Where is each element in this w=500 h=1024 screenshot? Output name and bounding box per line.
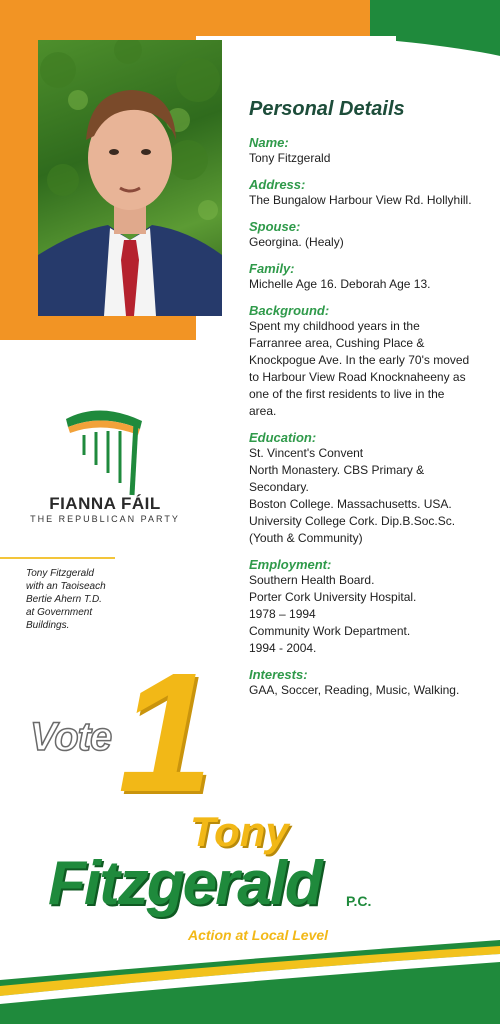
name-label: Name: [249,135,289,150]
vote-number: 1 [118,638,213,828]
background-line: area. [249,404,277,418]
address-label: Address: [249,177,306,192]
caption-line: Buildings. [26,620,70,631]
vote-word: Vote [30,715,112,759]
background-line: one of the first residents to live in the [249,387,445,401]
address-section [249,177,489,209]
interests-section [249,667,489,699]
background-line: Spent my childhood years in the [249,319,420,333]
personal-details-panel [249,98,489,709]
address-value: The Bungalow Harbour View Rd. Hollyhill. [249,193,472,207]
interests-value: GAA, Soccer, Reading, Music, Walking. [249,683,460,697]
education-section [249,430,489,547]
campaign-tagline: Action at Local Level [188,927,329,943]
family-label: Family: [249,261,295,276]
caption-line: Bertie Ahern T.D. [26,594,102,605]
education-line: Secondary. [249,480,309,494]
candidate-first-name: Tony [190,808,289,855]
spouse-label: Spouse: [249,219,301,234]
caption-line: at Government [26,607,93,618]
background-section [249,303,489,420]
photo-caption [26,567,136,632]
caption-line: with an Taoiseach [26,581,106,592]
family-value: Michelle Age 16. Deborah Age 13. [249,277,431,291]
background-label: Background: [249,303,330,318]
education-line: University College Cork. Dip.B.Soc.Sc. [249,514,456,528]
caption-line: Tony Fitzgerald [26,568,94,579]
employment-line: 1994 - 2004. [249,641,317,655]
family-section [249,261,489,293]
name-value: Tony Fitzgerald [249,151,331,165]
name-section [249,135,489,167]
background-line: Knockpogue Ave. In the early 70's moved [249,353,470,367]
candidate-last-name: Fitzgerald [48,849,321,918]
employment-line: Porter Cork University Hospital. [249,590,417,604]
employment-line: Southern Health Board. [249,573,375,587]
harp-logo-icon [60,405,150,497]
employment-label: Employment: [249,557,332,572]
spouse-section [249,219,489,251]
party-subtitle: THE REPUBLICAN PARTY [30,514,180,524]
employment-line: Community Work Department. [249,624,411,638]
interests-label: Interests: [249,667,308,682]
education-line: Boston College. Massachusetts. USA. [249,497,452,511]
party-name: FIANNA FÁIL [49,494,161,513]
employment-section [249,557,489,657]
education-line: North Monastery. CBS Primary & [249,463,425,477]
bottom-green-band [0,940,500,1024]
education-line: St. Vincent's Convent [249,446,364,460]
education-label: Education: [249,430,317,445]
details-title: Personal Details [249,98,405,120]
background-line: Farranree area, Cushing Place & [249,336,425,350]
education-line: (Youth & Community) [249,531,363,545]
candidate-suffix: P.C. [346,893,372,909]
portrait-image [38,40,222,316]
employment-line: 1978 – 1994 [249,607,316,621]
candidate-photo [38,40,222,316]
spouse-value: Georgina. (Healy) [249,235,344,249]
background-line: to Harbour View Road Knocknaheeny as [249,370,466,384]
caption-divider [0,557,115,559]
